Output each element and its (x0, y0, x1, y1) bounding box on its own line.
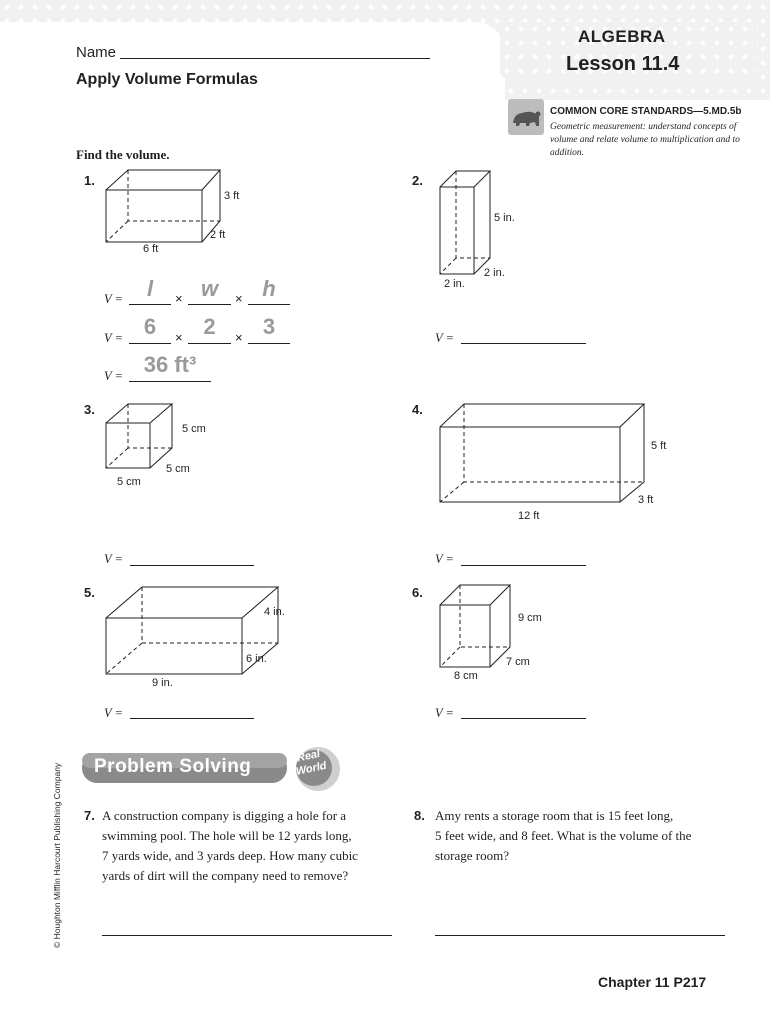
badge-line-2: World (294, 759, 328, 778)
problem-6-number: 6. (412, 585, 423, 600)
problem-5-height: 4 in. (264, 606, 285, 618)
problem-3-answer-line[interactable] (130, 565, 254, 566)
problem-1-l: l (146, 276, 154, 301)
problem-6-answer-line[interactable] (461, 718, 586, 719)
problem-2-length: 2 in. (444, 278, 465, 290)
problem-3-width: 5 cm (166, 463, 190, 475)
problem-1-v-label-1: V = (104, 292, 123, 306)
answer-line (248, 343, 290, 344)
problem-8-line: storage room? (435, 848, 510, 863)
lesson-label: Lesson 11.4 (566, 53, 680, 75)
problem-4-width: 3 ft (638, 494, 654, 506)
answer-line (129, 381, 211, 382)
times-sign: × (175, 330, 183, 345)
badge-line-1: Real (295, 747, 322, 765)
problem-7-text (102, 806, 358, 886)
answer-line (248, 304, 290, 305)
answer-line (129, 343, 171, 344)
problem-4-number: 4. (412, 402, 423, 417)
problem-6-length: 8 cm (454, 670, 478, 682)
problem-5-number: 5. (84, 585, 95, 600)
problem-3-height: 5 cm (182, 423, 206, 435)
problem-1-height: 3 ft (224, 190, 240, 202)
problem-1-width: 2 ft (210, 229, 226, 241)
times-sign: × (175, 291, 183, 306)
copyright: © Houghton Mifflin Harcourt Publishing Company (52, 762, 62, 948)
problem-1-w: w (200, 276, 219, 301)
problem-7-line: yards of dirt will the company need to remove? (102, 868, 349, 883)
problem-5-answer-line[interactable] (130, 718, 254, 719)
problem-2-v-label: V = (435, 331, 454, 345)
problem-8-text (435, 806, 691, 866)
times-sign: × (235, 330, 243, 345)
problem-4-answer-line[interactable] (461, 565, 586, 566)
problem-1-prism (100, 165, 240, 255)
problem-solving-title: Problem Solving (94, 756, 252, 777)
instructions: Find the volume. (76, 147, 170, 162)
problem-8-number: 8. (414, 808, 425, 823)
bear-icon (508, 99, 544, 135)
problem-6-width: 7 cm (506, 656, 530, 668)
answer-line (188, 343, 231, 344)
problem-1-three: 3 (262, 314, 276, 339)
problem-4-length: 12 ft (518, 510, 540, 522)
problem-1-two: 2 (203, 314, 216, 339)
problem-2-width: 2 in. (484, 267, 505, 279)
problem-8-line: 5 feet wide, and 8 feet. What is the volume of the (435, 828, 692, 843)
problem-1-length: 6 ft (143, 243, 159, 255)
answer-line (188, 304, 231, 305)
standard-title: COMMON CORE STANDARDS—5.MD.5b (550, 106, 742, 117)
problem-7-line: A construction company is digging a hole for a (102, 808, 347, 823)
problem-5-length: 9 in. (152, 677, 173, 689)
problem-7-number: 7. (84, 808, 95, 823)
subject-label: ALGEBRA (578, 27, 666, 46)
problem-1-number: 1. (84, 173, 95, 188)
problem-8-line: Amy rents a storage room that is 15 feet long, (435, 808, 674, 823)
answer-line (129, 304, 171, 305)
problem-1-v-label-3: V = (104, 369, 123, 383)
name-label: Name (76, 44, 117, 61)
problem-2-number: 2. (412, 173, 423, 188)
problem-7-line: swimming pool. The hole will be 12 yards long, (102, 828, 352, 843)
problem-8-answer-line[interactable] (435, 935, 725, 936)
problem-5-v-label: V = (104, 706, 123, 720)
standard-description: Geometric measurement: understand concepts of volume and relate volume to multiplication and to addition. (550, 122, 740, 158)
problem-2-answer-line[interactable] (461, 343, 586, 344)
problem-6-height: 9 cm (518, 612, 542, 624)
problem-4-v-label: V = (435, 552, 454, 566)
name-input-line[interactable] (120, 58, 430, 59)
problem-3-length: 5 cm (117, 476, 141, 488)
problem-5-prism (100, 580, 270, 680)
page-title: Apply Volume Formulas (76, 71, 258, 88)
problem-1-six: 6 (143, 314, 157, 339)
problem-2-height: 5 in. (494, 212, 515, 224)
problem-1-answer: 36 ft³ (143, 352, 197, 377)
problem-7-answer-line[interactable] (102, 935, 392, 936)
page-footer: Chapter 11 P217 (598, 974, 707, 990)
problem-5-width: 6 in. (246, 653, 267, 665)
problem-1-h: h (262, 276, 276, 301)
problem-4-height: 5 ft (651, 440, 667, 452)
times-sign: × (235, 291, 243, 306)
problem-7-line: 7 yards wide, and 3 yards deep. How many cubic (102, 848, 358, 863)
problem-3-number: 3. (84, 402, 95, 417)
problem-4-prism (436, 396, 656, 511)
problem-3-v-label: V = (104, 552, 123, 566)
problem-6-v-label: V = (435, 706, 454, 720)
problem-1-v-label-2: V = (104, 331, 123, 345)
